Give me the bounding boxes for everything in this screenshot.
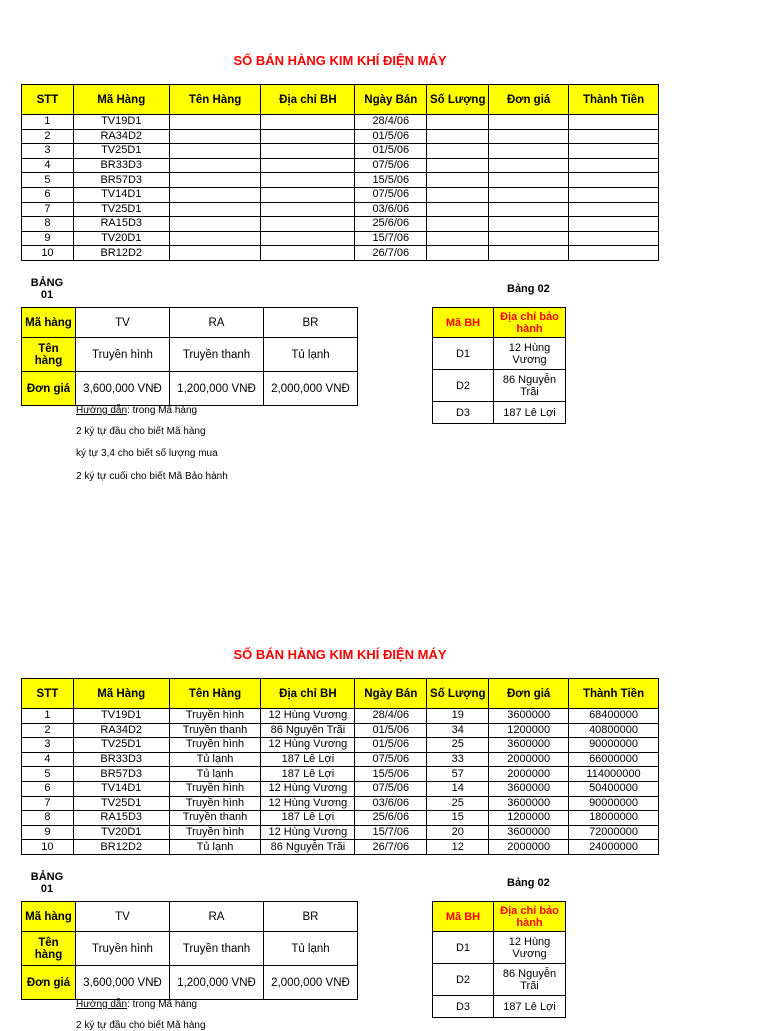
- bang02-cell: 86 Nguyễn Trãi: [494, 370, 566, 402]
- table-cell: [427, 144, 489, 159]
- table-cell: [489, 144, 569, 159]
- table-cell: BR57D3: [73, 173, 169, 188]
- bang01-row-header: Đơn giá: [22, 372, 76, 406]
- table-cell: [427, 173, 489, 188]
- table-cell: 9: [22, 825, 74, 840]
- table-cell: [169, 187, 261, 202]
- table-cell: 3: [22, 738, 74, 753]
- table-cell: [489, 231, 569, 246]
- table-cell: 01/5/06: [355, 129, 427, 144]
- guide-line: 2 ký tự đầu cho biết Mã hàng: [76, 1020, 206, 1031]
- table-cell: [427, 231, 489, 246]
- table-cell: Tủ lạnh: [169, 752, 261, 767]
- table-cell: 6: [22, 187, 74, 202]
- table-cell: 3600000: [489, 796, 569, 811]
- table-cell: [169, 173, 261, 188]
- table-cell: 1: [22, 709, 74, 724]
- table-cell: [169, 115, 261, 130]
- table-cell: [489, 202, 569, 217]
- table-cell: Truyền hình: [169, 796, 261, 811]
- table-cell: 3600000: [489, 709, 569, 724]
- bang02-label: Bảng 02: [507, 283, 550, 295]
- column-header: Số Lượng: [427, 679, 489, 709]
- table-cell: [169, 129, 261, 144]
- table-cell: 24000000: [569, 840, 659, 855]
- table-cell: 8: [22, 811, 74, 826]
- table-cell: 5: [22, 173, 74, 188]
- column-header: Ngày Bán: [355, 85, 427, 115]
- column-header: Thành Tiền: [569, 85, 659, 115]
- bang01-cell: Truyền thanh: [170, 932, 264, 966]
- bang01-row: [22, 308, 358, 338]
- table-cell: TV19D1: [73, 115, 169, 130]
- table-cell: 187 Lê Lợi: [261, 752, 355, 767]
- bang02-header-cell: Địa chỉ bảo hành: [494, 308, 566, 338]
- table-cell: [489, 173, 569, 188]
- table-cell: Truyền thanh: [169, 723, 261, 738]
- table-cell: [169, 217, 261, 232]
- table-cell: 4: [22, 158, 74, 173]
- table-cell: 25: [427, 796, 489, 811]
- table-cell: 18000000: [569, 811, 659, 826]
- table-cell: BR33D3: [73, 158, 169, 173]
- table-cell: 10: [22, 840, 74, 855]
- table-cell: 1200000: [489, 811, 569, 826]
- bang02-row: [433, 338, 566, 370]
- table-cell: [569, 246, 659, 261]
- table-cell: [569, 202, 659, 217]
- table-cell: 33: [427, 752, 489, 767]
- column-header: Đơn giá: [489, 85, 569, 115]
- table-cell: 07/5/06: [355, 781, 427, 796]
- bang02-cell: 12 Hùng Vương: [494, 338, 566, 370]
- table-row: [22, 246, 659, 261]
- table-cell: 19: [427, 709, 489, 724]
- table-cell: [569, 129, 659, 144]
- table-cell: [261, 187, 355, 202]
- table-cell: 7: [22, 202, 74, 217]
- bang02-row: [433, 932, 566, 964]
- sheet-title: SỐ BÁN HÀNG KIM KHÍ ĐIỆN MÁY: [233, 53, 447, 68]
- table-cell: 12 Hùng Vương: [261, 825, 355, 840]
- bang01-row: [22, 966, 358, 1000]
- sales-table-header: [22, 85, 659, 115]
- guide-line: 2 ký tự đầu cho biết Mã hàng: [76, 426, 206, 437]
- bang01-cell: 3,600,000 VNĐ: [76, 966, 170, 1000]
- table-cell: [261, 158, 355, 173]
- table-cell: [489, 217, 569, 232]
- table-cell: 25/6/06: [355, 811, 427, 826]
- table-cell: [569, 231, 659, 246]
- table-cell: [261, 217, 355, 232]
- table-cell: Truyền hình: [169, 738, 261, 753]
- table-cell: 9: [22, 231, 74, 246]
- bang01-cell: TV: [76, 308, 170, 338]
- bang01-cell: Tủ lạnh: [264, 338, 358, 372]
- table-cell: 68400000: [569, 709, 659, 724]
- bang02-cell: D3: [433, 402, 494, 424]
- column-header: STT: [22, 85, 74, 115]
- bang02-cell: D2: [433, 370, 494, 402]
- table-row: [22, 709, 659, 724]
- table-cell: [427, 129, 489, 144]
- table-cell: 07/5/06: [355, 158, 427, 173]
- table-cell: [427, 187, 489, 202]
- table-cell: 2000000: [489, 752, 569, 767]
- table-cell: 28/4/06: [355, 709, 427, 724]
- guide-heading: Hướng dẫn: trong Mã hàng: [76, 999, 198, 1010]
- table-cell: Tủ lạnh: [169, 767, 261, 782]
- table-cell: 8: [22, 217, 74, 232]
- bang02-label: Bảng 02: [507, 877, 550, 889]
- guide-line: 2 ký tự cuối cho biết Mã Bảo hành: [76, 471, 228, 482]
- column-header: Tên Hàng: [169, 85, 261, 115]
- table-cell: 2000000: [489, 840, 569, 855]
- bang01-table: [21, 307, 358, 406]
- table-cell: 12 Hùng Vương: [261, 738, 355, 753]
- table-cell: 4: [22, 752, 74, 767]
- table-cell: 12 Hùng Vương: [261, 709, 355, 724]
- table-cell: 20: [427, 825, 489, 840]
- table-cell: Truyền thanh: [169, 811, 261, 826]
- bang02-cell: 187 Lê Lợi: [494, 996, 566, 1018]
- guide-heading: Hướng dẫn: trong Mã hàng: [76, 405, 198, 416]
- bang01-cell: 3,600,000 VNĐ: [76, 372, 170, 406]
- column-header: Địa chỉ BH: [261, 85, 355, 115]
- table-cell: 86 Nguyễn Trãi: [261, 723, 355, 738]
- bang01-cell: 2,000,000 VNĐ: [264, 966, 358, 1000]
- table-row: [22, 796, 659, 811]
- table-cell: Truyền hình: [169, 709, 261, 724]
- table-cell: RA34D2: [73, 129, 169, 144]
- table-cell: [169, 231, 261, 246]
- column-header: Mã Hàng: [73, 679, 169, 709]
- bang02-row: [433, 964, 566, 996]
- column-header: Thành Tiền: [569, 679, 659, 709]
- column-header: Số Lượng: [427, 85, 489, 115]
- table-cell: 03/6/06: [355, 202, 427, 217]
- table-cell: 114000000: [569, 767, 659, 782]
- table-cell: 12: [427, 840, 489, 855]
- table-cell: [169, 158, 261, 173]
- table-cell: 90000000: [569, 796, 659, 811]
- table-cell: 12 Hùng Vương: [261, 781, 355, 796]
- table-cell: 26/7/06: [355, 840, 427, 855]
- table-cell: [427, 115, 489, 130]
- table-cell: TV25D1: [73, 738, 169, 753]
- table-cell: [427, 202, 489, 217]
- table-cell: [427, 246, 489, 261]
- bang02-header-row: [433, 308, 566, 338]
- bang02-cell: 12 Hùng Vương: [494, 932, 566, 964]
- bang01-row-header: Mã hàng: [22, 902, 76, 932]
- bang01-cell: RA: [170, 308, 264, 338]
- sales-table: [21, 678, 659, 855]
- table-cell: RA15D3: [73, 811, 169, 826]
- table-cell: 3600000: [489, 781, 569, 796]
- table-cell: 15: [427, 811, 489, 826]
- table-cell: 25/6/06: [355, 217, 427, 232]
- column-header: Đơn giá: [489, 679, 569, 709]
- table-cell: [569, 217, 659, 232]
- table-cell: TV19D1: [73, 709, 169, 724]
- table-row: [22, 231, 659, 246]
- table-cell: [261, 202, 355, 217]
- bang01-row: [22, 902, 358, 932]
- table-row: [22, 723, 659, 738]
- bang02-cell: 187 Lê Lợi: [494, 402, 566, 424]
- bang01-cell: 2,000,000 VNĐ: [264, 372, 358, 406]
- table-cell: BR57D3: [73, 767, 169, 782]
- bang02-header-cell: Địa chỉ bảo hành: [494, 902, 566, 932]
- table-cell: Tủ lạnh: [169, 840, 261, 855]
- table-cell: [569, 173, 659, 188]
- table-row: [22, 173, 659, 188]
- table-row: [22, 187, 659, 202]
- table-cell: [489, 246, 569, 261]
- bang01-cell: RA: [170, 902, 264, 932]
- table-cell: [427, 217, 489, 232]
- table-cell: [261, 246, 355, 261]
- bang01-cell: BR: [264, 902, 358, 932]
- table-cell: 01/5/06: [355, 723, 427, 738]
- table-cell: TV20D1: [73, 825, 169, 840]
- bang01-row-header: Tên hàng: [22, 932, 76, 966]
- bang02-row: [433, 996, 566, 1018]
- bang02-header-cell: Mã BH: [433, 902, 494, 932]
- table-cell: 3: [22, 144, 74, 159]
- bang02-table: [432, 307, 566, 424]
- table-cell: [261, 115, 355, 130]
- table-cell: 3600000: [489, 738, 569, 753]
- bang01-row: [22, 372, 358, 406]
- table-cell: 10: [22, 246, 74, 261]
- table-cell: 03/6/06: [355, 796, 427, 811]
- bang01-row-header: Đơn giá: [22, 966, 76, 1000]
- bang02-cell: D3: [433, 996, 494, 1018]
- table-cell: 07/5/06: [355, 187, 427, 202]
- bang02-table: [432, 901, 566, 1018]
- table-cell: 07/5/06: [355, 752, 427, 767]
- sales-table: [21, 84, 659, 261]
- table-cell: 50400000: [569, 781, 659, 796]
- table-cell: 2: [22, 129, 74, 144]
- table-cell: [489, 115, 569, 130]
- bang02-cell: D1: [433, 932, 494, 964]
- table-cell: 187 Lê Lợi: [261, 811, 355, 826]
- table-cell: [489, 187, 569, 202]
- table-cell: [169, 144, 261, 159]
- table-row: [22, 217, 659, 232]
- column-header: STT: [22, 679, 74, 709]
- table-cell: 6: [22, 781, 74, 796]
- table-cell: RA15D3: [73, 217, 169, 232]
- table-cell: 5: [22, 767, 74, 782]
- table-cell: BR12D2: [73, 840, 169, 855]
- bang02-header-cell: Mã BH: [433, 308, 494, 338]
- table-cell: BR33D3: [73, 752, 169, 767]
- table-cell: 14: [427, 781, 489, 796]
- table-cell: TV14D1: [73, 781, 169, 796]
- bang01-cell: TV: [76, 902, 170, 932]
- table-row: [22, 840, 659, 855]
- table-row: [22, 752, 659, 767]
- table-cell: 25: [427, 738, 489, 753]
- table-cell: TV14D1: [73, 187, 169, 202]
- table-cell: 86 Nguyễn Trãi: [261, 840, 355, 855]
- table-row: [22, 202, 659, 217]
- bang01-row: [22, 338, 358, 372]
- bang01-cell: Tủ lạnh: [264, 932, 358, 966]
- table-cell: [569, 158, 659, 173]
- sales-table-header: [22, 679, 659, 709]
- table-row: [22, 158, 659, 173]
- table-cell: 12 Hùng Vương: [261, 796, 355, 811]
- table-cell: TV25D1: [73, 144, 169, 159]
- table-cell: 187 Lê Lợi: [261, 767, 355, 782]
- table-row: [22, 811, 659, 826]
- bang01-cell: 1,200,000 VNĐ: [170, 372, 264, 406]
- table-cell: [427, 158, 489, 173]
- table-cell: 7: [22, 796, 74, 811]
- column-header: Ngày Bán: [355, 679, 427, 709]
- table-cell: Truyền hình: [169, 781, 261, 796]
- table-cell: 2: [22, 723, 74, 738]
- table-row: [22, 115, 659, 130]
- table-cell: RA34D2: [73, 723, 169, 738]
- table-cell: [489, 158, 569, 173]
- table-row: [22, 144, 659, 159]
- table-cell: 15/5/06: [355, 173, 427, 188]
- table-row: [22, 825, 659, 840]
- table-cell: [261, 129, 355, 144]
- table-cell: 01/5/06: [355, 144, 427, 159]
- table-cell: 40800000: [569, 723, 659, 738]
- table-cell: Truyền hình: [169, 825, 261, 840]
- bang02-cell: 86 Nguyễn Trãi: [494, 964, 566, 996]
- table-cell: [569, 144, 659, 159]
- table-cell: 3600000: [489, 825, 569, 840]
- table-cell: 72000000: [569, 825, 659, 840]
- table-row: [22, 767, 659, 782]
- table-cell: 26/7/06: [355, 246, 427, 261]
- table-cell: 28/4/06: [355, 115, 427, 130]
- table-cell: [169, 202, 261, 217]
- table-cell: [261, 144, 355, 159]
- bang01-label: BẢNG 01: [30, 277, 64, 301]
- table-cell: [261, 231, 355, 246]
- table-cell: 90000000: [569, 738, 659, 753]
- bang01-cell: Truyền thanh: [170, 338, 264, 372]
- table-cell: 34: [427, 723, 489, 738]
- table-cell: BR12D2: [73, 246, 169, 261]
- table-cell: 2000000: [489, 767, 569, 782]
- column-header: Địa chỉ BH: [261, 679, 355, 709]
- bang01-row-header: Tên hàng: [22, 338, 76, 372]
- table-cell: [569, 187, 659, 202]
- table-row: [22, 738, 659, 753]
- table-row: [22, 129, 659, 144]
- bang02-row: [433, 370, 566, 402]
- table-cell: 01/5/06: [355, 738, 427, 753]
- bang01-cell: BR: [264, 308, 358, 338]
- table-cell: [261, 173, 355, 188]
- table-cell: 66000000: [569, 752, 659, 767]
- table-cell: 57: [427, 767, 489, 782]
- bang01-cell: 1,200,000 VNĐ: [170, 966, 264, 1000]
- table-cell: 15/5/06: [355, 767, 427, 782]
- guide-line: ký tự 3,4 cho biết số lượng mua: [76, 448, 218, 459]
- bang01-label: BẢNG 01: [30, 871, 64, 895]
- bang02-cell: D1: [433, 338, 494, 370]
- table-row: [22, 781, 659, 796]
- table-cell: 15/7/06: [355, 825, 427, 840]
- table-cell: 1200000: [489, 723, 569, 738]
- table-cell: [569, 115, 659, 130]
- bang01-row-header: Mã hàng: [22, 308, 76, 338]
- bang01-cell: Truyền hình: [76, 932, 170, 966]
- table-cell: TV20D1: [73, 231, 169, 246]
- sheet-title: SỐ BÁN HÀNG KIM KHÍ ĐIỆN MÁY: [233, 647, 447, 662]
- table-cell: 1: [22, 115, 74, 130]
- column-header: Mã Hàng: [73, 85, 169, 115]
- bang01-table: [21, 901, 358, 1000]
- bang02-row: [433, 402, 566, 424]
- bang02-cell: D2: [433, 964, 494, 996]
- bang01-row: [22, 932, 358, 966]
- bang02-header-row: [433, 902, 566, 932]
- table-cell: [489, 129, 569, 144]
- table-cell: TV25D1: [73, 202, 169, 217]
- table-cell: TV25D1: [73, 796, 169, 811]
- column-header: Tên Hàng: [169, 679, 261, 709]
- table-cell: 15/7/06: [355, 231, 427, 246]
- table-cell: [169, 246, 261, 261]
- bang01-cell: Truyền hình: [76, 338, 170, 372]
